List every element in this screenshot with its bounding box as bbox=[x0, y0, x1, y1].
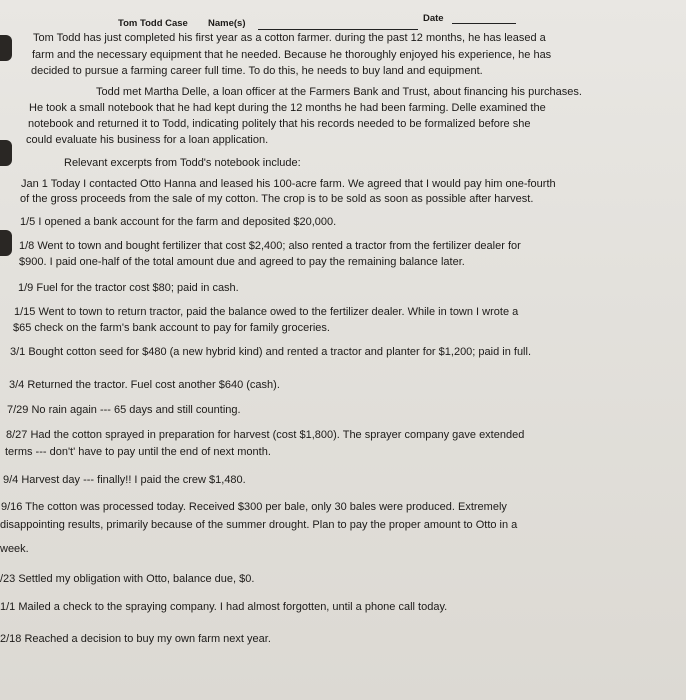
binder-hole bbox=[0, 35, 12, 61]
notebook-entry-line: 1/9 Fuel for the tractor cost $80; paid in cash. bbox=[18, 282, 239, 294]
notebook-entry-line: terms --- don't' have to pay until the end of next month. bbox=[5, 446, 271, 458]
date-label: Date bbox=[423, 13, 444, 24]
notebook-entry-line: 1/5 I opened a bank account for the farm and deposited $20,000. bbox=[20, 216, 337, 228]
notebook-entry-line: 9/4 Harvest day --- finally!! I paid the crew $1,480. bbox=[3, 474, 246, 486]
notebook-entry-line: Jan 1 Today I contacted Otto Hanna and leased his 100-acre farm. We agreed that I would pay him one-fourth bbox=[21, 178, 556, 190]
case-title: Tom Todd Case bbox=[118, 18, 188, 29]
names-blank-line bbox=[258, 29, 418, 30]
notebook-entry-line: 1/8 Went to town and bought fertilizer that cost $2,400; also rented a tractor from the fertilizer dealer for bbox=[19, 240, 521, 252]
notebook-entry-line: $900. I paid one-half of the total amount due and agreed to pay the remaining balance later. bbox=[19, 256, 465, 268]
notebook-entry-line: of the gross proceeds from the sale of my cotton. The crop is to be sold as soon as possible after harvest. bbox=[20, 193, 534, 205]
intro-paragraph-1-line: Tom Todd has just completed his first year as a cotton farmer. during the past 12 months, he has leased a bbox=[33, 32, 546, 44]
notebook-entry-line: 1/1 Mailed a check to the spraying company. I had almost forgotten, until a phone call today. bbox=[0, 601, 448, 613]
notebook-entry-line: 7/29 No rain again --- 65 days and still counting. bbox=[7, 404, 241, 416]
notebook-entry-line: disappointing results, primarily because of the summer drought. Plan to pay the proper amount to Otto in a bbox=[0, 519, 518, 531]
notebook-entry-line: week. bbox=[0, 543, 29, 555]
intro-paragraph-2-line: He took a small notebook that he had kept during the 12 months he had been farming. Delle examined the bbox=[29, 102, 546, 114]
date-blank-line bbox=[452, 23, 516, 24]
excerpts-heading: Relevant excerpts from Todd's notebook include: bbox=[64, 157, 301, 169]
notebook-entry-line: $65 check on the farm's bank account to pay for family groceries. bbox=[13, 322, 330, 334]
binder-hole bbox=[0, 140, 12, 166]
names-label: Name(s) bbox=[208, 18, 246, 29]
intro-paragraph-2-line: Todd met Martha Delle, a loan officer at the Farmers Bank and Trust, about financing his purchases. bbox=[96, 86, 582, 98]
intro-paragraph-2-line: could evaluate his business for a loan application. bbox=[26, 134, 269, 146]
intro-paragraph-1-line: decided to pursue a farming career full time. To do this, he needs to buy land and equipment. bbox=[31, 65, 483, 77]
notebook-entry-line: 9/16 The cotton was processed today. Received $300 per bale, only 30 bales were produced. Extremely bbox=[1, 501, 507, 513]
notebook-entry-line: /23 Settled my obligation with Otto, balance due, $0. bbox=[0, 573, 255, 585]
binder-hole bbox=[0, 230, 12, 256]
intro-paragraph-2-line: notebook and returned it to Todd, indicating politely that his records needed to be formalized before she bbox=[28, 118, 531, 130]
intro-paragraph-1-line: farm and the necessary equipment that he needed. Because he thoroughly enjoyed his experience, he has bbox=[32, 49, 552, 61]
notebook-entry-line: 3/4 Returned the tractor. Fuel cost another $640 (cash). bbox=[9, 379, 280, 391]
notebook-entry-line: 2/18 Reached a decision to buy my own farm next year. bbox=[0, 633, 271, 645]
notebook-entry-line: 1/15 Went to town to return tractor, paid the balance owed to the fertilizer dealer. While in town I wrote a bbox=[14, 306, 519, 318]
notebook-entry-line: 3/1 Bought cotton seed for $480 (a new hybrid kind) and rented a tractor and planter for $1,200; paid in full. bbox=[10, 346, 532, 358]
notebook-entry-line: 8/27 Had the cotton sprayed in preparation for harvest (cost $1,800). The sprayer company gave extended bbox=[6, 429, 525, 441]
